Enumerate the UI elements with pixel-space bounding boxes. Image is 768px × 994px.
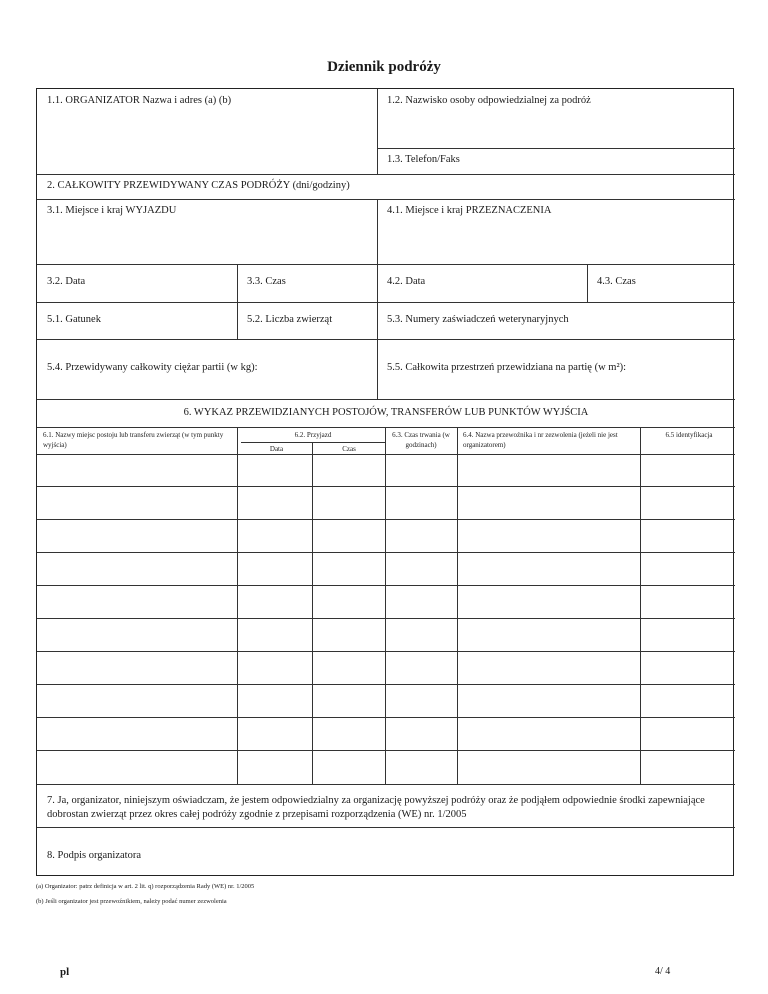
table-row (37, 585, 735, 586)
total-journey-time-label: 2. CAŁKOWITY PRZEWIDYWANY CZAS PODRÓŻY (dni/godziny) (47, 180, 350, 191)
divider (457, 427, 458, 784)
col-arrival: 6.2. Przyjazd (294, 431, 332, 439)
divider (37, 827, 735, 828)
organizer-label: 1.1. ORGANIZATOR Nazwa i adres (a) (b) (47, 95, 232, 106)
table-row (37, 618, 735, 619)
table-row (37, 651, 735, 652)
journey-log-form (36, 88, 734, 876)
phone-fax-label: 1.3. Telefon/Faks (387, 154, 460, 165)
divider (37, 199, 735, 200)
col-duration: 6.3. Czas trwania (w godzinach) (392, 431, 450, 449)
species-label: 5.1. Gatunek (47, 314, 101, 325)
divider (37, 427, 735, 428)
departure-place-label: 3.1. Miejsce i kraj WYJAZDU (47, 205, 177, 216)
page-number: 4/ 4 (655, 966, 671, 977)
divider (241, 442, 385, 443)
col-carrier: 6.4. Nazwa przewoźnika i nr zezwolenia (jeżeli nie jest organizatorem) (463, 431, 618, 449)
divider (37, 264, 735, 265)
divider (37, 339, 735, 340)
table-row (37, 552, 735, 553)
table-row (37, 486, 735, 487)
divider (377, 199, 378, 399)
arrival-time-label: 4.3. Czas (597, 276, 636, 287)
signature-label: 8. Podpis organizatora (47, 850, 141, 861)
divider (377, 89, 378, 174)
destination-place-label: 4.1. Miejsce i kraj PRZEZNACZENIA (387, 205, 552, 216)
space-label: 5.5. Całkowita przestrzeń przewidziana na partię (w m²): (387, 362, 627, 373)
section-6-title: 6. WYKAZ PRZEWIDZIANYCH POSTOJÓW, TRANSFERÓW LUB PUNKTÓW WYJŚCIA (183, 407, 589, 418)
col-stop-places: 6.1. Nazwy miejsc postoju lub transferu zwierząt (w tym punkty wyjścia) (43, 431, 224, 449)
departure-date-label: 3.2. Data (47, 276, 86, 287)
divider (37, 302, 735, 303)
declaration-text: 7. Ja, organizator, niniejszym oświadczam, że jestem odpowiedzialny za organizację powyższej podróży oraz że podjąłem odpowiednie środki zapewniające dobrostan zwierząt przez okres całej podróży zgodnie z przepisami rozporządzenia (WE) nr. 1/2005 (47, 795, 705, 820)
col-arrival-time: Czas (342, 445, 356, 453)
table-row (37, 519, 735, 520)
table-row (37, 717, 735, 718)
divider (377, 148, 735, 149)
divider (37, 454, 735, 455)
divider (312, 442, 313, 784)
departure-time-label: 3.3. Czas (247, 276, 286, 287)
col-identification: 6.5 identyfikacja (665, 431, 713, 439)
table-row (37, 750, 735, 751)
divider (37, 399, 735, 400)
divider (37, 784, 735, 785)
divider (385, 427, 386, 784)
divider (237, 264, 238, 339)
animal-count-label: 5.2. Liczba zwierząt (247, 314, 333, 325)
divider (640, 427, 641, 784)
footnote-a: (a) Organizator: patrz definicja w art. 2 lit. q) rozporządzenia Rady (WE) nr. 1/2005 (36, 883, 255, 890)
divider (37, 174, 735, 175)
divider (587, 264, 588, 302)
language-code: pl (60, 966, 70, 978)
col-arrival-date: Data (269, 445, 284, 453)
responsible-person-label: 1.2. Nazwisko osoby odpowiedzialnej za podróż (387, 95, 591, 106)
page-title: Dziennik podróży (327, 59, 441, 75)
divider (237, 427, 238, 784)
footnote-b: (b) Jeśli organizator jest przewoźnikiem, należy podać numer zezwolenia (36, 898, 227, 905)
certificate-numbers-label: 5.3. Numery zaświadczeń weterynaryjnych (387, 314, 569, 325)
arrival-date-label: 4.2. Data (387, 276, 426, 287)
weight-label: 5.4. Przewidywany całkowity ciężar partii (w kg): (47, 362, 258, 373)
table-row (37, 684, 735, 685)
